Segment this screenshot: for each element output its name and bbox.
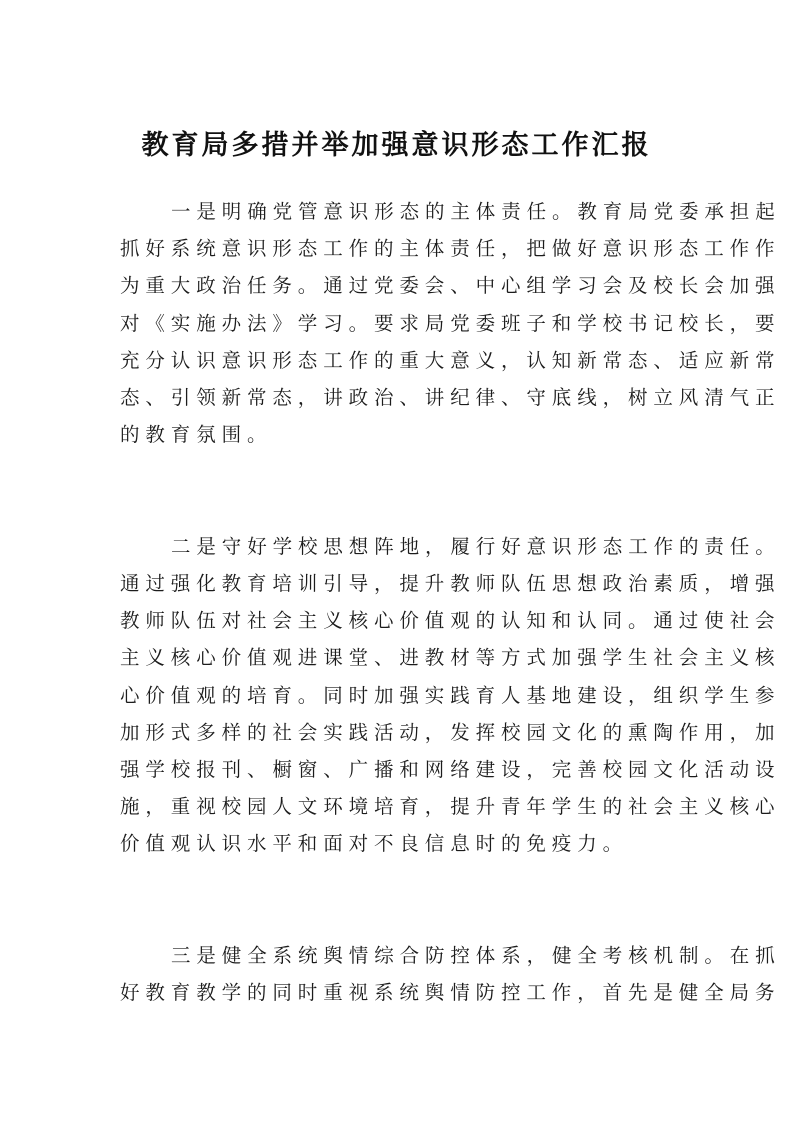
text-line: 心价值观的培育。同时加强实践育人基地建设，组织学生参 [120, 683, 781, 707]
text-line: 教师队伍对社会主义核心价值观的认知和认同。通过使社会 [120, 609, 781, 633]
paragraph-1 [120, 193, 781, 453]
text-line: 价值观认识水平和面对不良信息时的免疫力。 [120, 832, 629, 856]
paragraph-spacer [120, 453, 684, 490]
document-body [120, 193, 781, 1011]
paragraph-3 [120, 937, 781, 1011]
text-line: 的教育氛围。 [120, 423, 273, 447]
text-line: 抓好系统意识形态工作的主体责任，把做好意识形态工作作 [120, 237, 781, 261]
text-line: 主义核心价值观进课堂、进教材等方式加强学生社会主义核 [120, 646, 781, 670]
text-line: 强学校报刊、橱窗、广播和网络建设，完善校园文化活动设 [120, 758, 781, 782]
text-line: 好教育教学的同时重视系统舆情防控工作，首先是健全局务 [120, 981, 781, 1005]
text-line: 一是明确党管意识形态的主体责任。教育局党委承担起 [171, 200, 781, 223]
paragraph-spacer [120, 491, 684, 528]
text-line: 充分认识意识形态工作的重大意义，认知新常态、适应新常 [120, 348, 781, 372]
text-line: 为重大政治任务。通过党委会、中心组学习会及校长会加强 [120, 274, 781, 298]
text-line: 三是健全系统舆情综合防控体系，健全考核机制。在抓 [171, 944, 781, 967]
text-line: 加形式多样的社会实践活动，发挥校园文化的熏陶作用，加 [120, 720, 781, 744]
text-line: 对《实施办法》学习。要求局党委班子和学校书记校长，要 [120, 311, 781, 335]
text-line: 施，重视校园人文环境培育，提升青年学生的社会主义核心 [120, 795, 781, 819]
paragraph-spacer [120, 863, 684, 900]
paragraph-2 [120, 528, 781, 863]
text-line: 二是守好学校思想阵地，履行好意识形态工作的责任。 [171, 534, 781, 558]
text-line: 态、引领新常态，讲政治、讲纪律、守底线，树立风清气正 [120, 386, 781, 410]
text-line: 通过强化教育培训引导，提升教师队伍思想政治素质，增强 [120, 572, 781, 595]
paragraph-spacer [120, 900, 684, 937]
document-title: 教育局多措并举加强意识形态工作汇报 [141, 130, 652, 161]
